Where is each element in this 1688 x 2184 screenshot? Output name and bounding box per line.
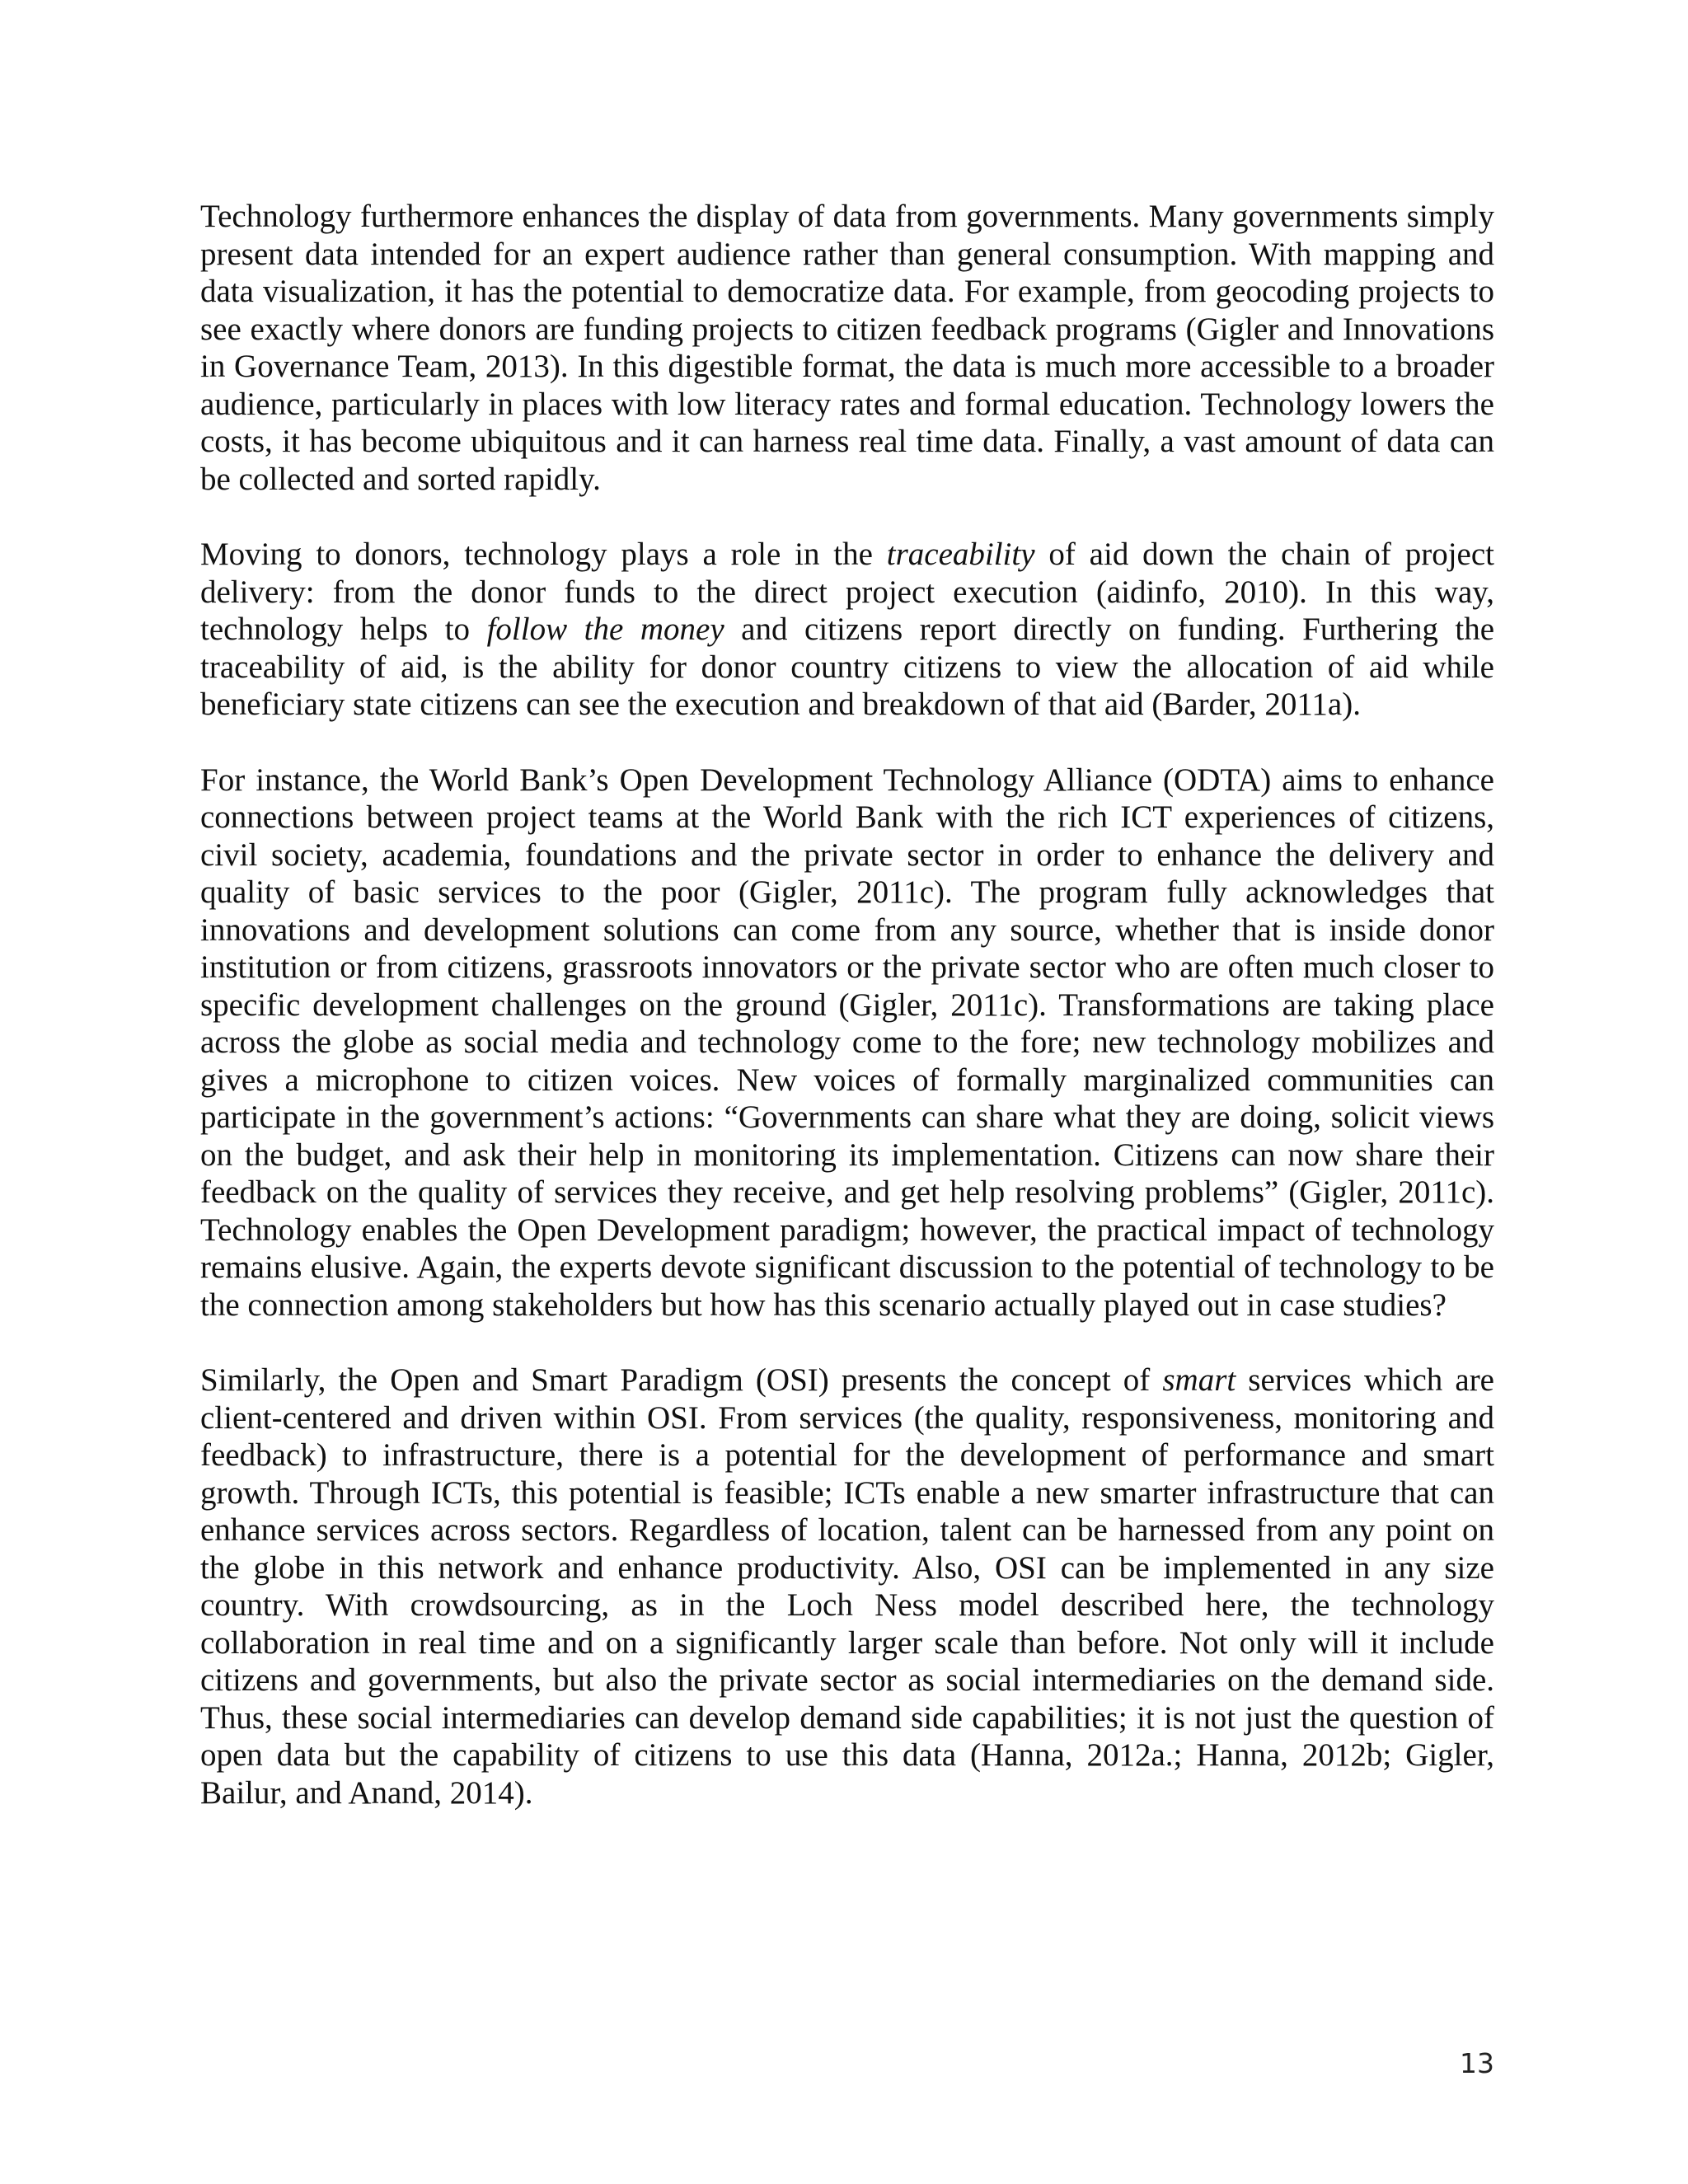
italic-term-smart: smart: [1162, 1362, 1236, 1398]
paragraph-2-text: Moving to donors, technology plays a role in the: [200, 537, 887, 572]
paragraph-2: [200, 536, 1494, 724]
paragraph-2-text: of aid down the chain of project delivery: from the donor funds to the direct project execution (aidinfo, 2010). In this way, technology helps to: [200, 537, 1494, 647]
italic-term-follow-the-money: follow the money: [486, 612, 724, 647]
page-number: 13: [1460, 2047, 1494, 2079]
paragraph-1: [200, 198, 1494, 498]
paragraph-3-text: For instance, the World Bank’s Open Development Technology Alliance (ODTA) aims to enhance connections between project teams at the World Bank with the rich ICT experiences of citizens, civil society, academia, foundations and the private sector in order to enhance the delivery and quality of basic services to the poor (Gigler, 2011c). The program fully acknowledges that innovations and development solutions can come from any source, whether that is inside donor institution or from citizens, grassroots innovators or the private sector who are often much closer to specific development challenges on the ground (Gigler, 2011c). Transformations are taking place across the globe as social media and technology come to the fore; new technology mobilizes and gives a microphone to citizen voices. New voices of formally marginalized communities can participate in the government’s actions: “Governments can share what they are doing, solicit views on the budget, and ask their help in monitoring its implementation. Citizens can now share their feedback on the quality of services they receive, and get help resolving problems” (Gigler, 2011c). Technology enables the Open Development paradigm; however, the practical impact of technology remains elusive. Again, the experts devote significant discussion to the potential of technology to be the connection among stakeholders but how has this scenario actually played out in case studies?: [200, 762, 1494, 1323]
paragraph-2-text: and citizens report directly on funding. Furthering the traceability of aid, is the ability for donor country citizens to view the allocation of aid while beneficiary state citizens can see the execution and breakdown of that aid (Barder, 2011a).: [200, 612, 1495, 722]
italic-term-traceability: traceability: [886, 537, 1035, 572]
paragraph-4-text: Similarly, the Open and Smart Paradigm (OSI) presents the concept of: [200, 1362, 1163, 1398]
paragraph-4-text: services which are client-centered and driven within OSI. From services (the quality, responsiveness, monitoring and feedback) to infrastructure, there is a potential for the development of performance and smart growth. Through ICTs, this potential is feasible; ICTs enable a new smarter infrastructure that can enhance services across sectors. Regardless of location, talent can be harnessed from any point on the globe in this network and enhance productivity. Also, OSI can be implemented in any size country. With crowdsourcing, as in the Loch Ness model described here, the technology collaboration in real time and on a significantly larger scale than before. Not only will it include citizens and governments, but also the private sector as social intermediaries on the demand side. Thus, these social intermediaries can develop demand side capabilities; it is not just the question of open data but the capability of citizens to use this data (Hanna, 2012a.; Hanna, 2012b; Gigler, Bailur, and Anand, 2014).: [200, 1362, 1494, 1811]
paragraph-4: [200, 1361, 1494, 1811]
paragraph-1-text: Technology furthermore enhances the display of data from governments. Many governments simply present data intended for an expert audience rather than general consumption. With mapping and data visualization, it has the potential to democratize data. For example, from geocoding projects to see exactly where donors are funding projects to citizen feedback programs (Gigler and Innovations in Governance Team, 2013). In this digestible format, the data is much more accessible to a broader audience, particularly in places with low literacy rates and formal education. Technology lowers the costs, it has become ubiquitous and it can harness real time data. Finally, a vast amount of data can be collected and sorted rapidly.: [200, 199, 1494, 497]
body-text: [200, 198, 1494, 1811]
paragraph-3: [200, 762, 1494, 1324]
